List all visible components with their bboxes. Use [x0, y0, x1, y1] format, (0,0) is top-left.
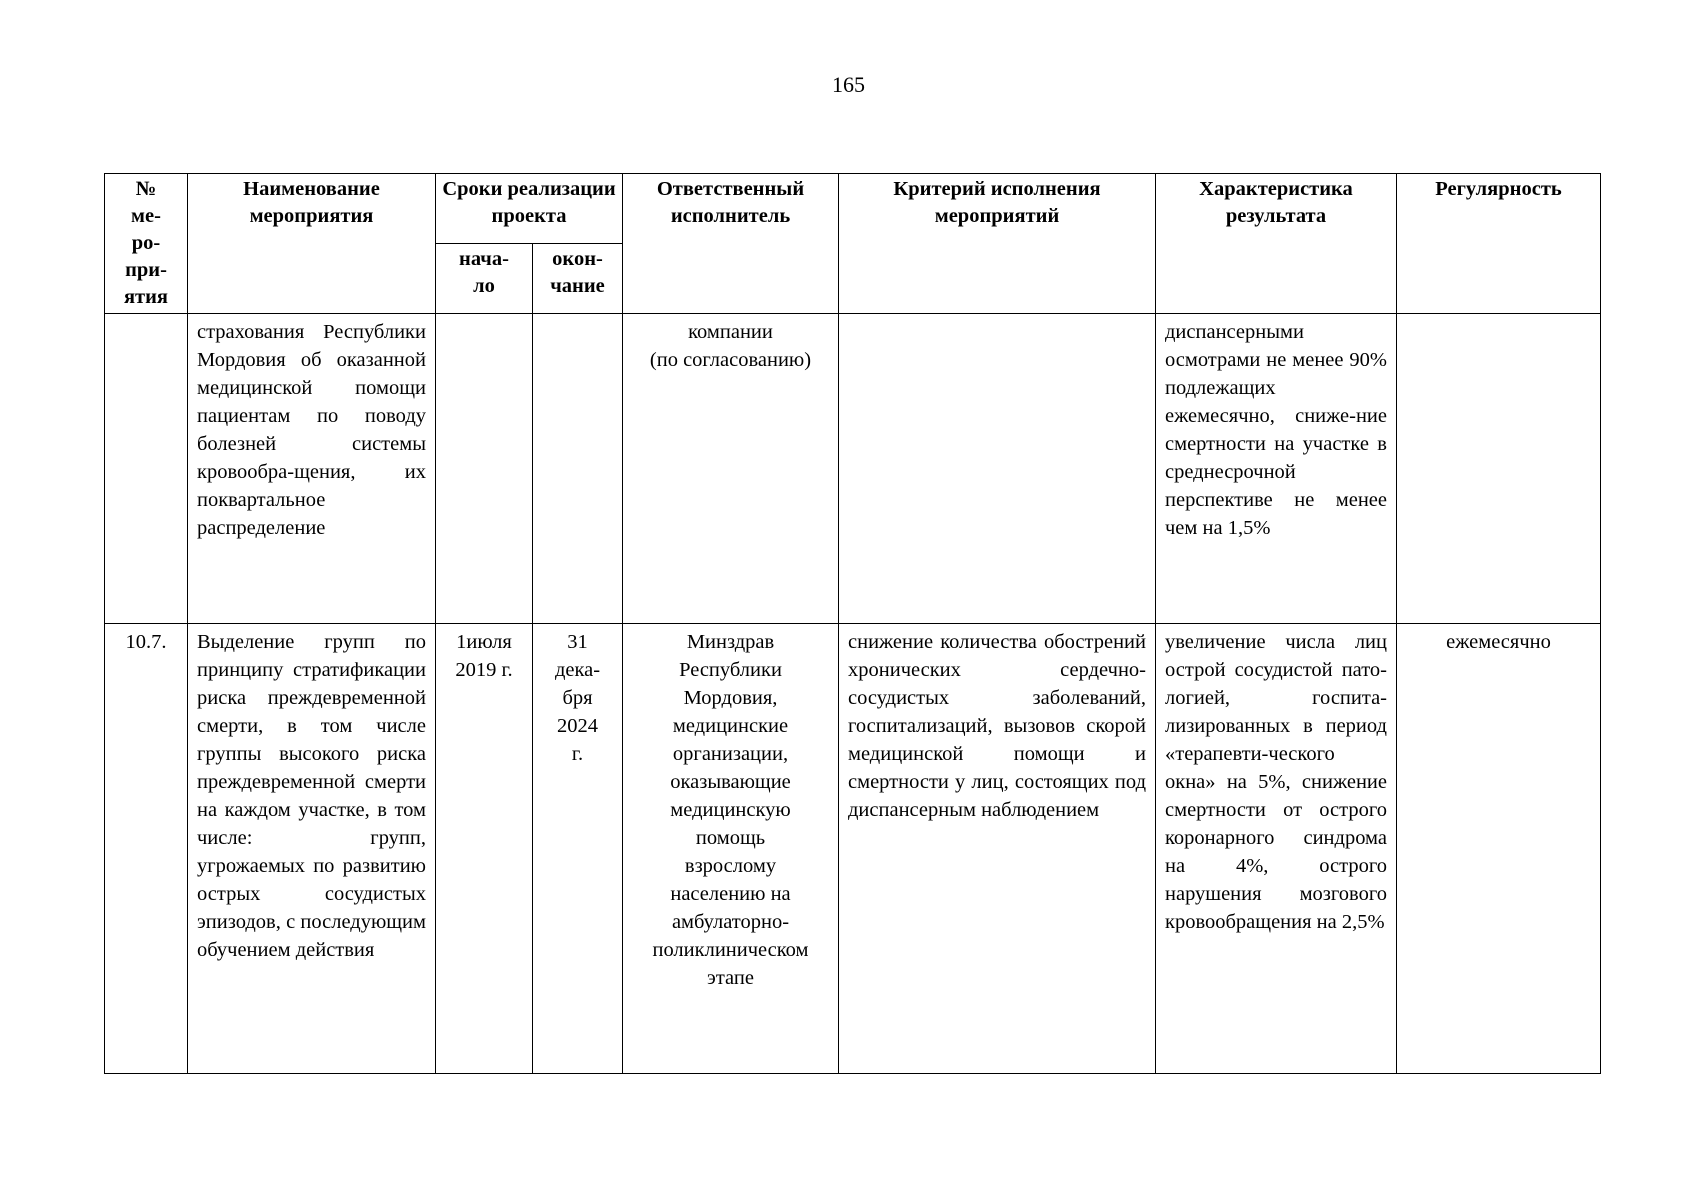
row-regularity	[1397, 314, 1601, 624]
row-name: страхования Республики Мордовия об оказанной медицинской помощи пациентам по поводу болезней системы кровообра-щения, их поквартальное распределение	[188, 314, 436, 624]
row-criterion	[839, 314, 1156, 624]
header-terms: Сроки реализации проекта	[436, 174, 623, 244]
header-criterion: Критерий исполнения мероприятий	[839, 174, 1156, 314]
table-row	[105, 314, 1601, 624]
row-criterion: снижение количества обострений хронических сердечно-сосудистых заболеваний, госпитализаций, вызовов скорой медицинской помощи и смертности у лиц, состоящих под диспансерным наблюдением	[839, 624, 1156, 1074]
header-regularity: Регулярность	[1397, 174, 1601, 314]
measures-table	[104, 173, 1601, 1074]
row-responsible: Минздрав Республики Мордовия, медицинские организации, оказывающие медицинскую помощь взрослому населению на амбулаторно- поликлиническом этапе	[623, 624, 839, 1074]
table-row	[105, 624, 1601, 1074]
row-result: увеличение числа лиц острой сосудистой пато-логией, госпита-лизированных в период «терапевти-ческого окна» на 5%, снижение смертности от острого коронарного синдрома на 4%, острого нарушения мозгового кровообращения на 2,5%	[1156, 624, 1397, 1074]
row-result: диспансерными осмотрами не менее 90% подлежащих ежемесячно, сниже-ние смертности на участке в среднесрочной перспективе не менее чем на 1,5%	[1156, 314, 1397, 624]
header-start: нача- ло	[436, 244, 533, 314]
header-result: Характеристика результата	[1156, 174, 1397, 314]
page-number: 165	[832, 72, 865, 97]
row-end: 31 дека- бря 2024 г.	[533, 624, 623, 1074]
row-start: 1июля 2019 г.	[436, 624, 533, 1074]
row-number	[105, 314, 188, 624]
row-name: Выделение групп по принципу стратификации риска преждевременной смерти, в том числе группы высокого риска преждевременной смерти на каждом участке, в том числе: групп, угрожаемых по развитию острых сосудистых эпизодов, с последующим обучением действия	[188, 624, 436, 1074]
row-number: 10.7.	[105, 624, 188, 1074]
header-number: № ме- ро- при- ятия	[105, 174, 188, 314]
row-responsible: компании (по согласованию)	[623, 314, 839, 624]
table-header-row	[105, 174, 1601, 244]
row-regularity: ежемесячно	[1397, 624, 1601, 1074]
header-name: Наименование мероприятия	[188, 174, 436, 314]
header-responsible: Ответственный исполнитель	[623, 174, 839, 314]
header-end: окон- чание	[533, 244, 623, 314]
row-end	[533, 314, 623, 624]
row-start	[436, 314, 533, 624]
